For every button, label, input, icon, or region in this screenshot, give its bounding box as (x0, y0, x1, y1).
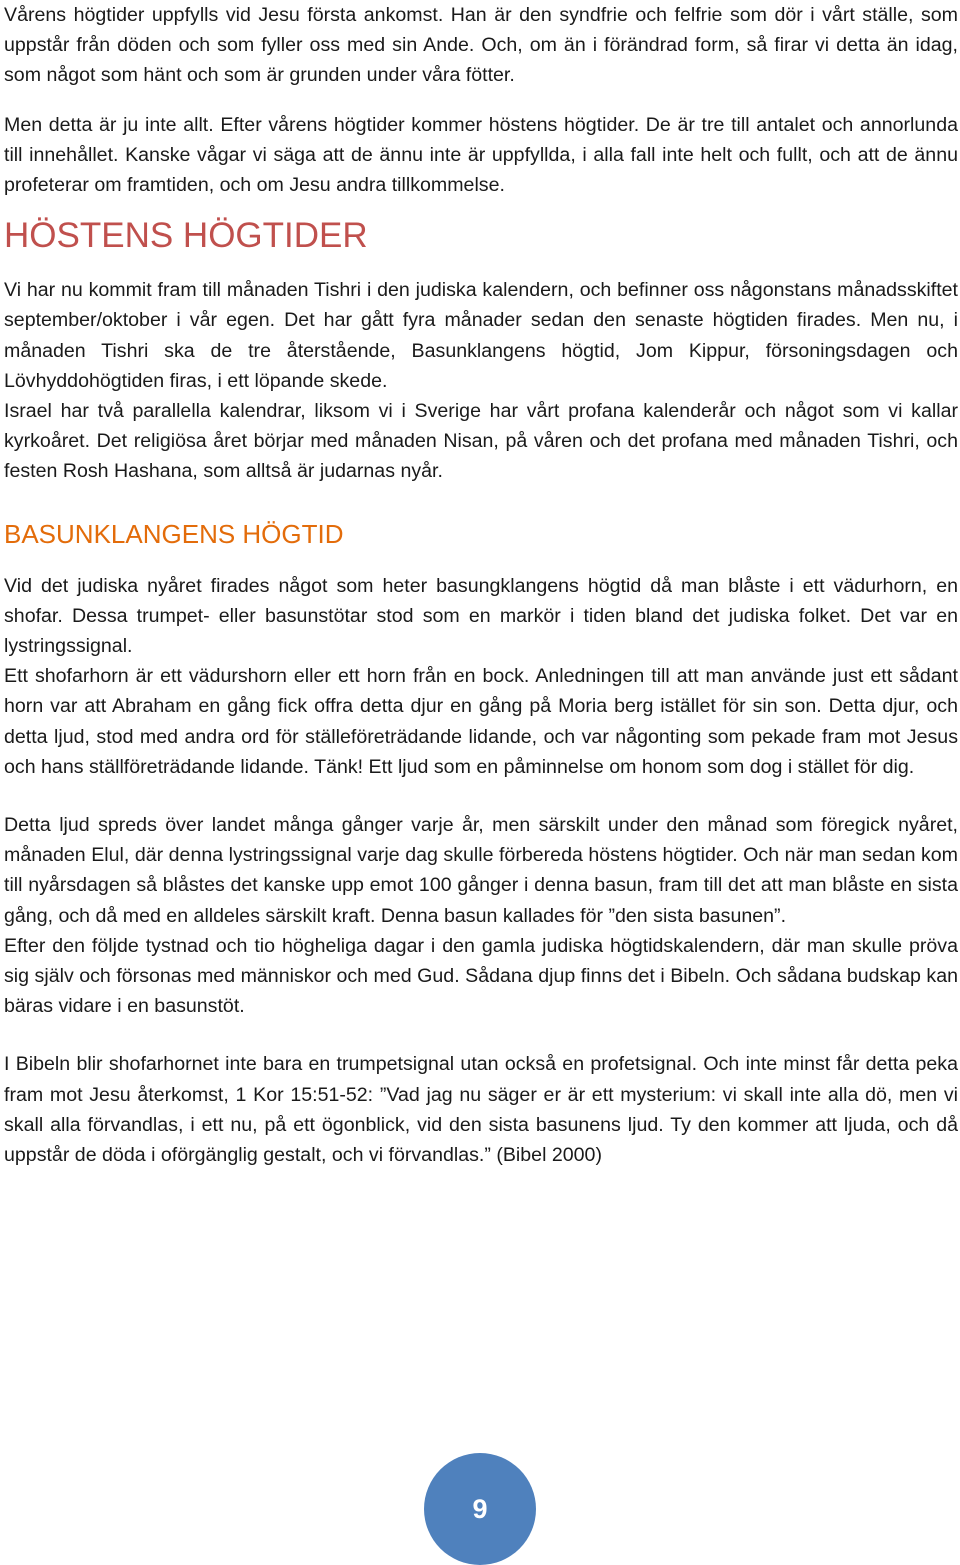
hostens-paragraph-1: Vi har nu kommit fram till månaden Tishri i den judiska kalendern, och befinner oss någonstans månadsskiftet september/oktober i vår egen. Det har gått fyra månader sedan den senaste högtiden firades. Men nu, i månaden Tishri ska de tre återstående, Basunklangens högtid, Jom Kippur, försoningsdagen och Lövhyddohögtiden firas, i ett löpande skede. (4, 279, 958, 392)
section-heading-basunklangens-hogtid: BASUNKLANGENS HÖGTID (4, 518, 344, 549)
hostens-paragraph-2: Israel har två parallella kalendrar, liksom vi i Sverige har vårt profana kalenderår och något som vi kallar kyrkoåret. Det religiösa året börjar med månaden Nisan, på våren och det profana med månaden Tishri, och festen Rosh Hashana, som alltså är judarnas nyår. (4, 400, 958, 483)
basun-paragraph-4: Efter den följde tystnad och tio högheliga dagar i den gamla judiska högtidskalendern, där man skulle pröva sig själv och försonas med människor och med Gud. Sådana djup finns det i Bibeln. Och sådana budskap kan bäras vidare i en basunstöt. (4, 934, 958, 1018)
document-page (4, 0, 958, 1170)
basun-paragraph-2: Ett shofarhorn är ett vädurshorn eller ett horn från en bock. Anledningen till att man använde just ett sådant horn var att Abraham en gång fick offra detta djur en gång på Moria berg istället för sin son. Detta djur, och detta ljud, stod med andra ord för ställeföreträdande lidande, och var någonting som pekade fram mot Jesus och hans ställföreträdande lidande. Tänk! Ett ljud som en påminnelse om honom som dog i stället för dig. (4, 665, 958, 778)
basun-paragraph-5: I Bibeln blir shofarhornet inte bara en trumpetsignal utan också en profetsignal. Och inte minst får detta peka fram mot Jesu återkomst, 1 Kor 15:51-52: ”Vad jag nu säger er är ett mysterium: vi skall inte alla dö, men vi skall alla förvandlas, i ett nu, på ett ögonblick, vid den sista basunens ljud. Ty den kommer att ljuda, och då uppstår de döda i oförgänglig gestalt, och vi förvandlas.” (Bibel 2000) (4, 1053, 958, 1167)
page-number: 9 (472, 1493, 488, 1524)
intro-paragraph-2: Men detta är ju inte allt. Efter vårens högtider kommer höstens högtider. De är tre till antalet och annorlunda till innehållet. Kanske vågar vi säga att de ännu inte är uppfyllda, i alla fall inte helt och fullt, och att de ännu profeterar om framtiden, och om Jesu andra tillkommelse. (4, 113, 958, 197)
section-heading-hostens-hogtider: HÖSTENS HÖGTIDER (4, 216, 368, 256)
basun-paragraph-1: Vid det judiska nyåret firades något som heter basungklangens högtid då man blåste i ett vädurhorn, en shofar. Dessa trumpet- eller basunstötar stod som en markör i tiden bland det judiska folket. Det var en lystringssignal. (4, 574, 958, 658)
intro-paragraph-1: Vårens högtider uppfylls vid Jesu första ankomst. Han är den syndfrie och felfrie som dör i vårt ställe, som uppstår från döden och som fyller oss med sin Ande. Och, om än i förändrad form, så firar vi detta än idag, som något som hänt och som är grunden under våra fötter. (4, 4, 958, 87)
page-number-badge (424, 1453, 536, 1565)
basun-paragraph-3: Detta ljud spreds över landet många gånger varje år, men särskilt under den månad som föregick nyåret, månaden Elul, där denna lystringssignal varje dag skulle förbereda höstens högtider. Och när man sedan kom till nyårsdagen så blåstes det kanske upp emot 100 gånger i denna basun, fram till det att man blåste en sista gång, och då med en alldeles särskilt kraft. Denna basun kallades för ”den sista basunen”. (4, 814, 958, 927)
